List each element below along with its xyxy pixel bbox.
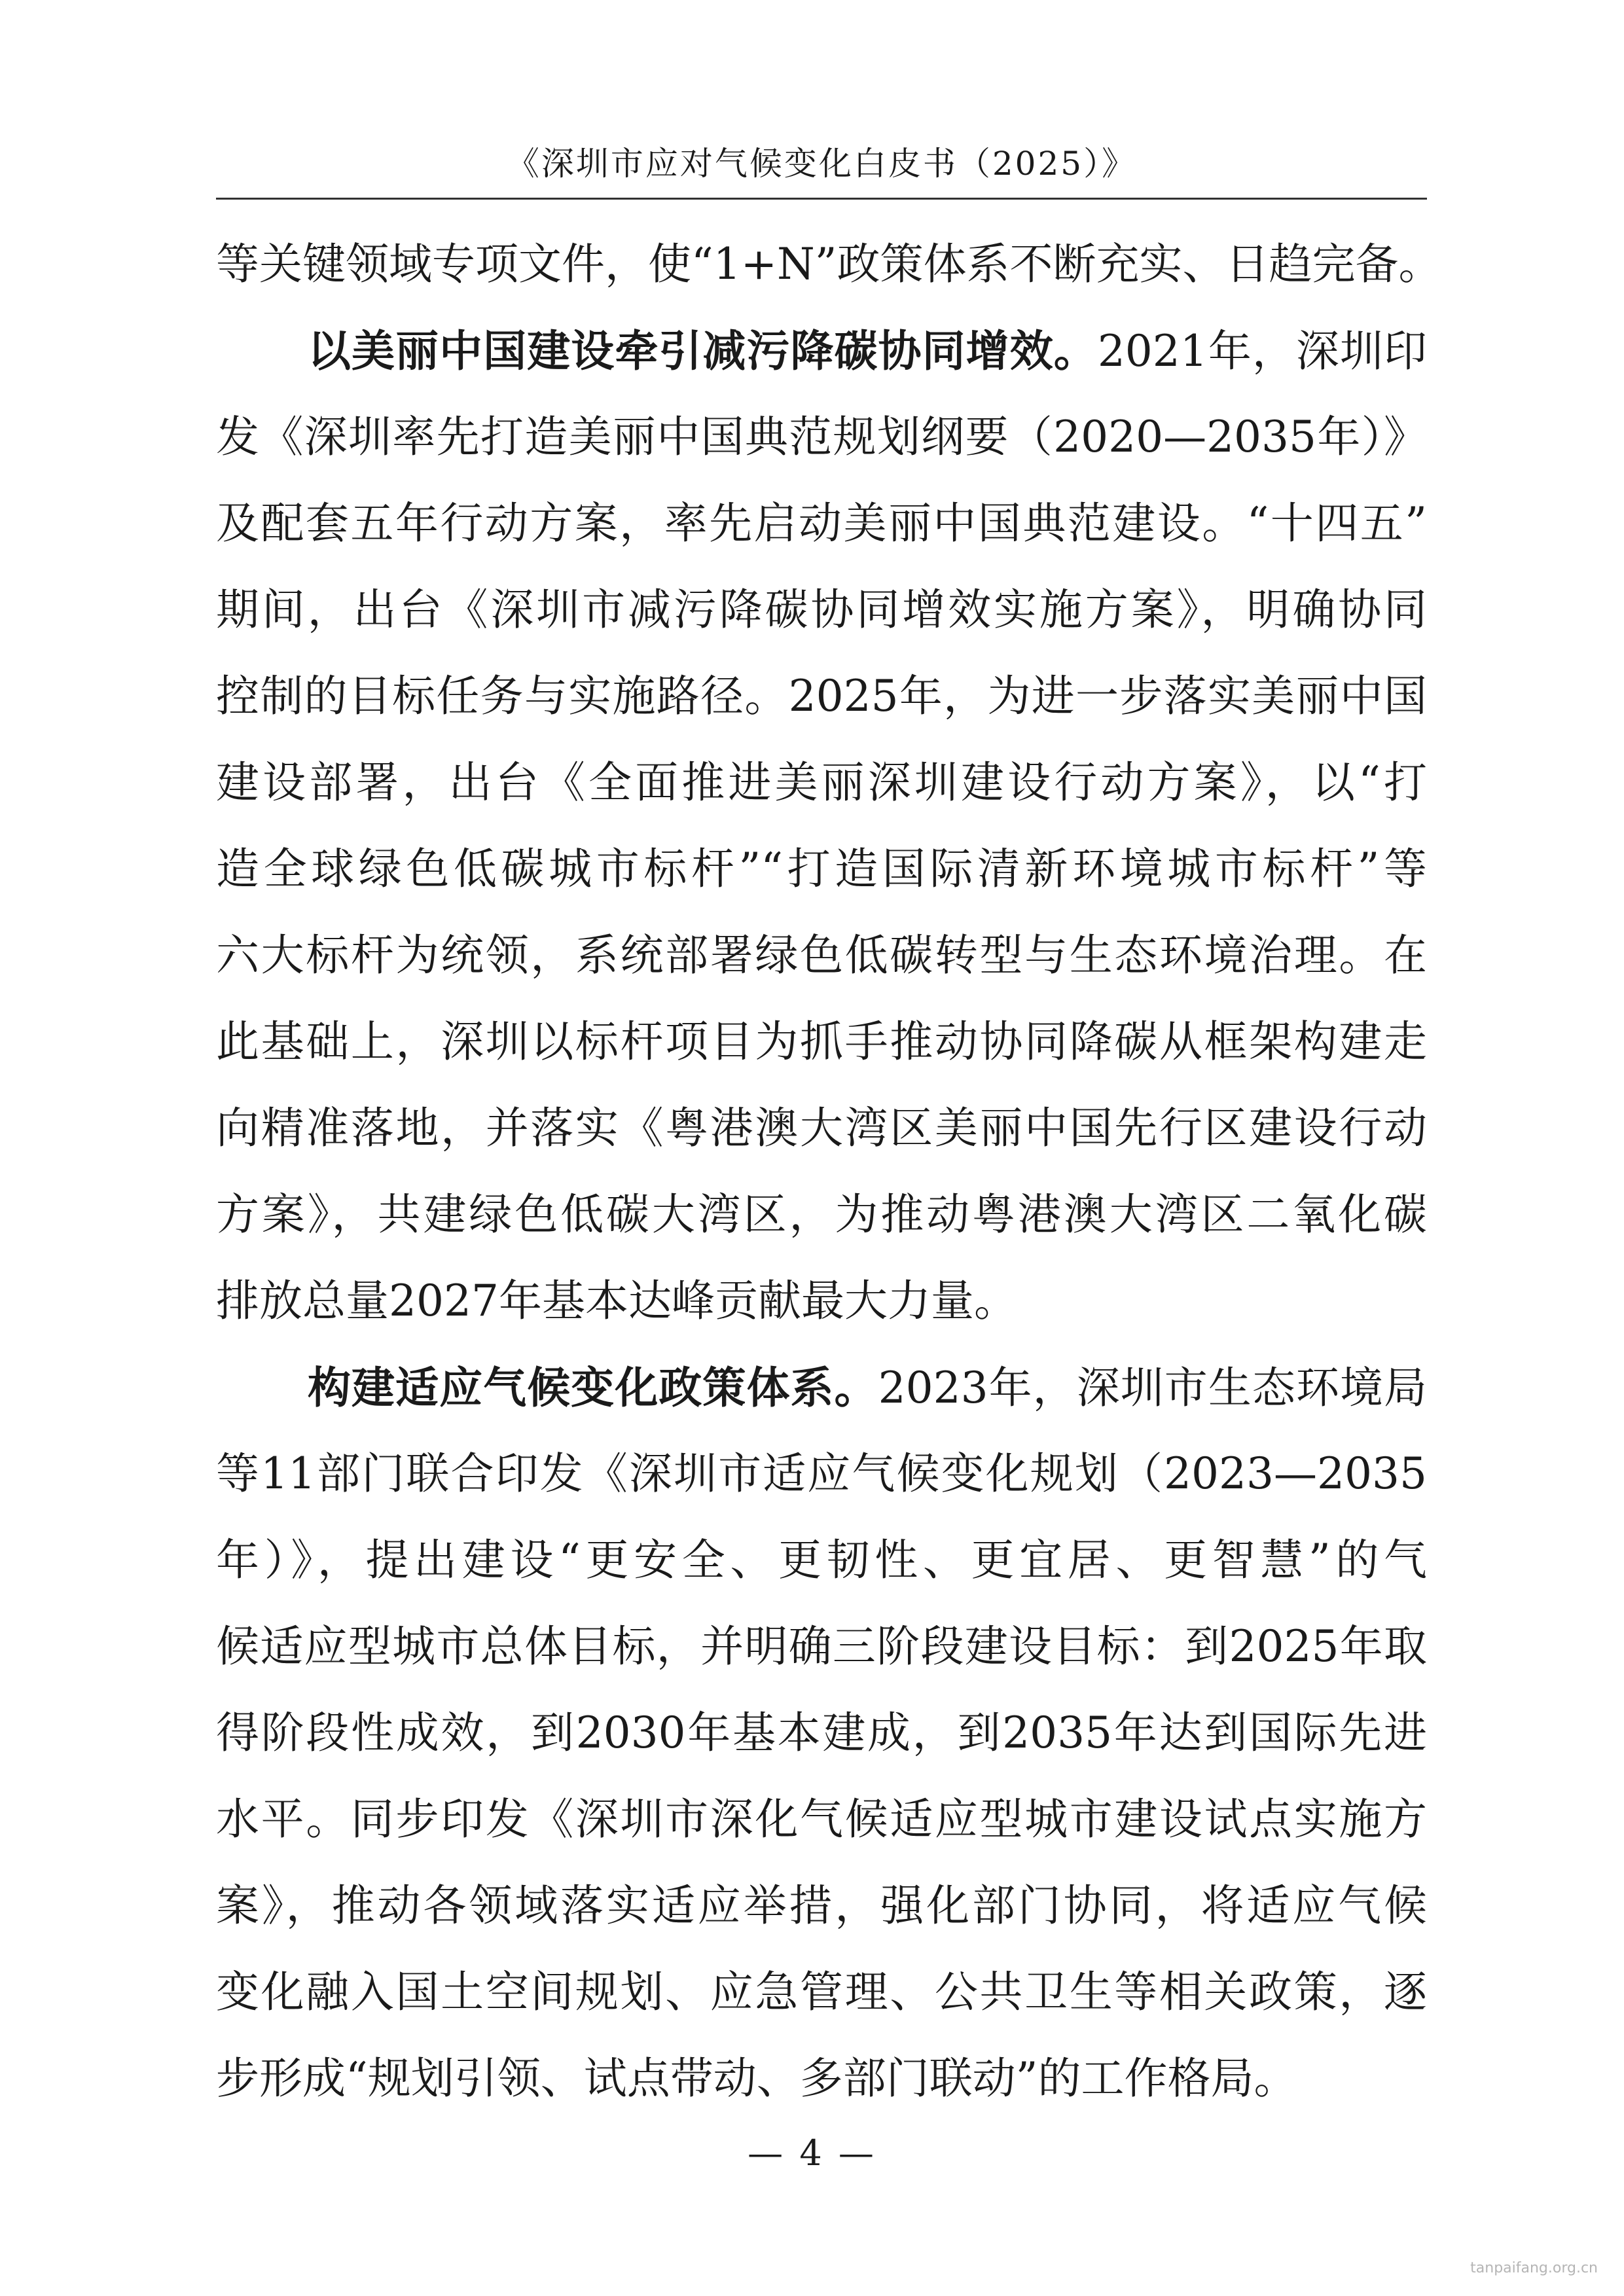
- text-line: 此基础上，深圳以标杆项目为抓手推动协同降碳从框架构建走: [216, 1016, 1427, 1067]
- page-header: 《深圳市应对气候变化白皮书（2025）》: [216, 137, 1427, 200]
- text-line: 等关键领域专项文件，使“1+N”政策体系不断充实、日趋完备。: [216, 239, 1442, 289]
- text-run: 2021年，深圳印: [1097, 326, 1428, 376]
- text-line: 建设部署，出台《全面推进美丽深圳建设行动方案》，以“打: [216, 757, 1427, 808]
- text-line: 六大标杆为统领，系统部署绿色低碳转型与生态环境治理。在: [216, 930, 1427, 980]
- page-number: — 4 —: [748, 2132, 876, 2174]
- text-line: 案》，推动各领域落实适应举措，强化部门协同，将适应气候: [216, 1880, 1427, 1931]
- text-line: 及配套五年行动方案，率先启动美丽中国典范建设。“十四五”: [216, 498, 1427, 548]
- paragraph-heading: 以美丽中国建设牵引减污降碳协同增效。: [308, 325, 1098, 376]
- text-line: 控制的目标任务与实施路径。2025年，为进一步落实美丽中国: [216, 671, 1427, 721]
- paragraph-start-line: [216, 308, 1427, 394]
- text-line: 排放总量2027年基本达峰贡献最大力量。: [216, 1276, 1017, 1326]
- text-line: 步形成“规划引领、试点带动、多部门联动”的工作格局。: [216, 2053, 1297, 2104]
- text-line: 等11部门联合印发《深圳市适应气候变化规划（2023—2035: [216, 1448, 1427, 1499]
- text-line: 期间，出台《深圳市减污降碳协同增效实施方案》，明确协同: [216, 584, 1427, 635]
- paragraph-heading: 构建适应气候变化政策体系。: [308, 1362, 878, 1413]
- text-line: 造全球绿色低碳城市标杆”“打造国际清新环境城市标杆”等: [216, 844, 1427, 894]
- paragraph-start-line: [216, 1344, 1427, 1431]
- text-line: 年）》，提出建设“更安全、更韧性、更宜居、更智慧”的气: [216, 1535, 1427, 1585]
- text-line: 变化融入国土空间规划、应急管理、公共卫生等相关政策，逐: [216, 1967, 1427, 2017]
- text-line: 向精准落地，并落实《粤港澳大湾区美丽中国先行区建设行动: [216, 1103, 1427, 1153]
- text-run: 2023年，深圳市生态环境局: [878, 1363, 1428, 1413]
- text-line: 候适应型城市总体目标，并明确三阶段建设目标：到2025年取: [216, 1621, 1427, 1672]
- text-line: 得阶段性成效，到2030年基本建成，到2035年达到国际先进: [216, 1708, 1427, 1758]
- text-line: 水平。同步印发《深圳市深化气候适应型城市建设试点实施方: [216, 1794, 1427, 1844]
- text-line: 方案》，共建绿色低碳大湾区，为推动粤港澳大湾区二氧化碳: [216, 1189, 1427, 1240]
- document-body: [216, 221, 1442, 2122]
- text-line: 发《深圳率先打造美丽中国典范规划纲要（2020—2035年）》: [216, 412, 1427, 462]
- watermark: tanpaifang.org.cn: [1470, 2260, 1598, 2276]
